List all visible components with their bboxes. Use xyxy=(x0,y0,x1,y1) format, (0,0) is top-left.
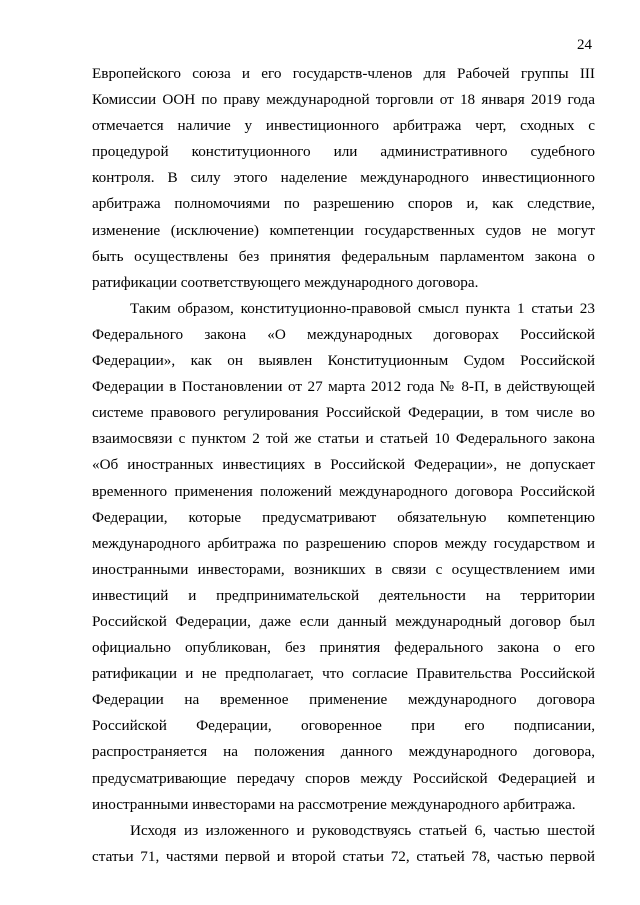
text-line: Федерации в Постановлении от 27 марта 2012 года № 8-П, в действующей xyxy=(92,378,595,396)
text-line: Федерации», как он выявлен Конституционным Судом Российской xyxy=(92,352,595,370)
text-line: процедурой конституционного или административного судебного xyxy=(92,143,595,161)
text-line: ратификации и не предполагает, что согласие Правительства Российской xyxy=(92,665,595,683)
text-line: Федерального закона «О международных договорах Российской xyxy=(92,325,595,343)
text-line: Федерации на временное применение международного договора xyxy=(92,691,595,709)
text-line: контроля. В силу этого наделение международного инвестиционного xyxy=(92,169,595,187)
paragraph xyxy=(92,818,595,870)
text-line: распространяется на положения данного международного договора, xyxy=(92,743,595,761)
text-line: системе правового регулирования Российской Федерации, в том числе во xyxy=(92,404,595,422)
text-line: временного применения положений международного договора Российской xyxy=(92,482,595,500)
paragraph xyxy=(92,296,595,818)
text-line: Европейского союза и его государств-членов для Рабочей группы III xyxy=(92,65,595,82)
text-line: отмечается наличие у инвестиционного арбитража черт, сходных с xyxy=(92,117,595,135)
text-line: международного арбитража по разрешению споров между государством и xyxy=(92,534,595,552)
text-line: иностранными инвесторами на рассмотрение международного арбитража. xyxy=(92,795,576,813)
text-line: взаимосвязи с пунктом 2 той же статьи и статьей 10 Федерального закона xyxy=(92,430,595,448)
text-line: статьи 71, частями первой и второй статьи 72, статьей 78, частью первой xyxy=(92,847,595,865)
text-line: быть осуществлены без принятия федеральным парламентом закона о xyxy=(92,247,595,265)
text-line: арбитража полномочиями по разрешению споров и, как следствие, xyxy=(92,195,595,213)
text-line: инвестиций и предпринимательской деятельности на территории xyxy=(92,586,595,604)
text-line: ратификации соответствующего международного договора. xyxy=(92,273,479,291)
text-line: Российской Федерации, даже если данный международный договор был xyxy=(92,612,595,630)
paragraph xyxy=(92,61,595,296)
text-line: официально опубликован, без принятия федерального закона о его xyxy=(92,639,595,657)
page-number: 24 xyxy=(577,37,592,53)
text-line: Таким образом, конституционно-правовой смысл пункта 1 статьи 23 xyxy=(130,299,595,317)
text-line: Комиссии ООН по праву международной торговли от 18 января 2019 года xyxy=(92,91,595,109)
text-line: иностранными инвесторами, возникших в связи с осуществлением ими xyxy=(92,560,595,578)
text-line: «Об иностранных инвестициях в Российской Федерации», не допускает xyxy=(92,456,595,474)
text-line: изменение (исключение) компетенции государственных судов не могут xyxy=(92,221,595,239)
text-line: Российской Федерации, оговоренное при его подписании, xyxy=(92,717,595,735)
text-line: Федерации, которые предусматривают обязательную компетенцию xyxy=(92,508,595,526)
text-line: Исходя из изложенного и руководствуясь статьей 6, частью шестой xyxy=(130,821,595,839)
text-line: предусматривающие передачу споров между Российской Федерацией и xyxy=(92,769,595,787)
document-body xyxy=(92,61,595,870)
